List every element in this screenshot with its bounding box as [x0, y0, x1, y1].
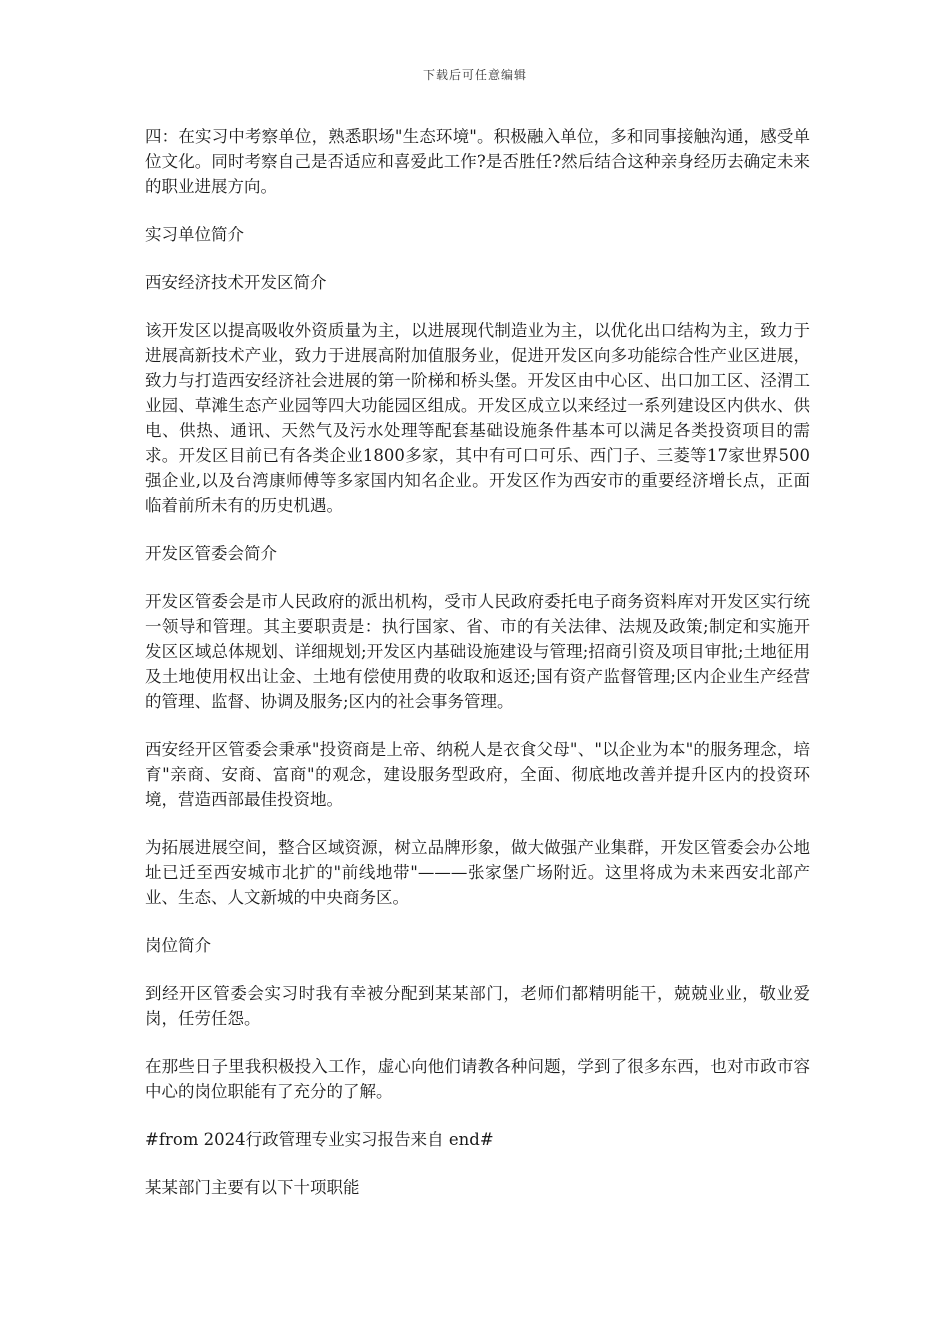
- document-body: [145, 124, 810, 1223]
- page-header-note: 下载后可任意编辑: [422, 68, 527, 82]
- paragraph-department-functions: 某某部门主要有以下十项职能: [145, 1178, 360, 1197]
- paragraph-office-relocation: 为拓展进展空间，整合区域资源，树立品牌形象，做大做强产业集群，开发区管委会办公地址已迁至西安城市北扩的"前线地带"———张家堡广场附近。这里将成为未来西安北部产业、生态、人文新城的中央商务区。: [145, 838, 810, 907]
- heading-xian-zone-intro: 西安经济技术开发区简介: [145, 273, 327, 292]
- paragraph-internship-goal: 四：在实习中考察单位，熟悉职场"生态环境"。积极融入单位，多和同事接触沟通，感受单位文化。同时考察自己是否适应和喜爱此工作?是否胜任?然后结合这种亲身经历去确定未来的职业进展方向。: [145, 127, 810, 196]
- heading-unit-intro: 实习单位简介: [145, 225, 244, 244]
- heading-position-intro: 岗位简介: [145, 936, 211, 955]
- paragraph-department-assignment: 到经开区管委会实习时我有幸被分配到某某部门，老师们都精明能干，兢兢业业，敬业爱岗，任劳任怨。: [145, 984, 810, 1028]
- paragraph-learning-experience: 在那些日子里我积极投入工作，虚心向他们请教各种问题，学到了很多东西，也对市政市容中心的岗位职能有了充分的了解。: [145, 1057, 810, 1101]
- heading-committee-intro: 开发区管委会简介: [145, 544, 277, 563]
- paragraph-service-philosophy: 西安经开区管委会秉承"投资商是上帝、纳税人是衣食父母"、"以企业为本"的服务理念，培育"亲商、安商、富商"的观念，建设服务型政府，全面、彻底地改善并提升区内的投资环境，营造西部最佳投资地。: [145, 740, 810, 809]
- paragraph-committee-duties: 开发区管委会是市人民政府的派出机构，受市人民政府委托电子商务资料库对开发区实行统一领导和管理。其主要职责是：执行国家、省、市的有关法律、法规及政策;制定和实施开发区区域总体规划、详细规划;开发区内基础设施建设与管理;招商引资及项目审批;土地征用及土地使用权出让金、土地有偿使用费的收取和返还;国有资产监督管理;区内企业生产经营的管理、监督、协调及服务;区内的社会事务管理。: [145, 592, 810, 711]
- paragraph-source-marker: #from 2024行政管理专业实习报告来自 end#: [145, 1130, 494, 1149]
- paragraph-zone-description: 该开发区以提高吸收外资质量为主，以进展现代制造业为主，以优化出口结构为主，致力于进展高新技术产业，致力于进展高附加值服务业，促进开发区向多功能综合性产业区进展，致力与打造西安经济社会进展的第一阶梯和桥头堡。开发区由中心区、出口加工区、泾渭工业园、草滩生态产业园等四大功能园区组成。开发区成立以来经过一系列建设区内供水、供电、供热、通讯、天然气及污水处理等配套基础设施条件基本可以满足各类投资项目的需求。开发区目前已有各类企业1800多家，其中有可口可乐、西门子、三菱等17家世界500强企业,以及台湾康师傅等多家国内知名企业。开发区作为西安市的重要经济增长点，正面临着前所未有的历史机遇。: [145, 321, 810, 515]
